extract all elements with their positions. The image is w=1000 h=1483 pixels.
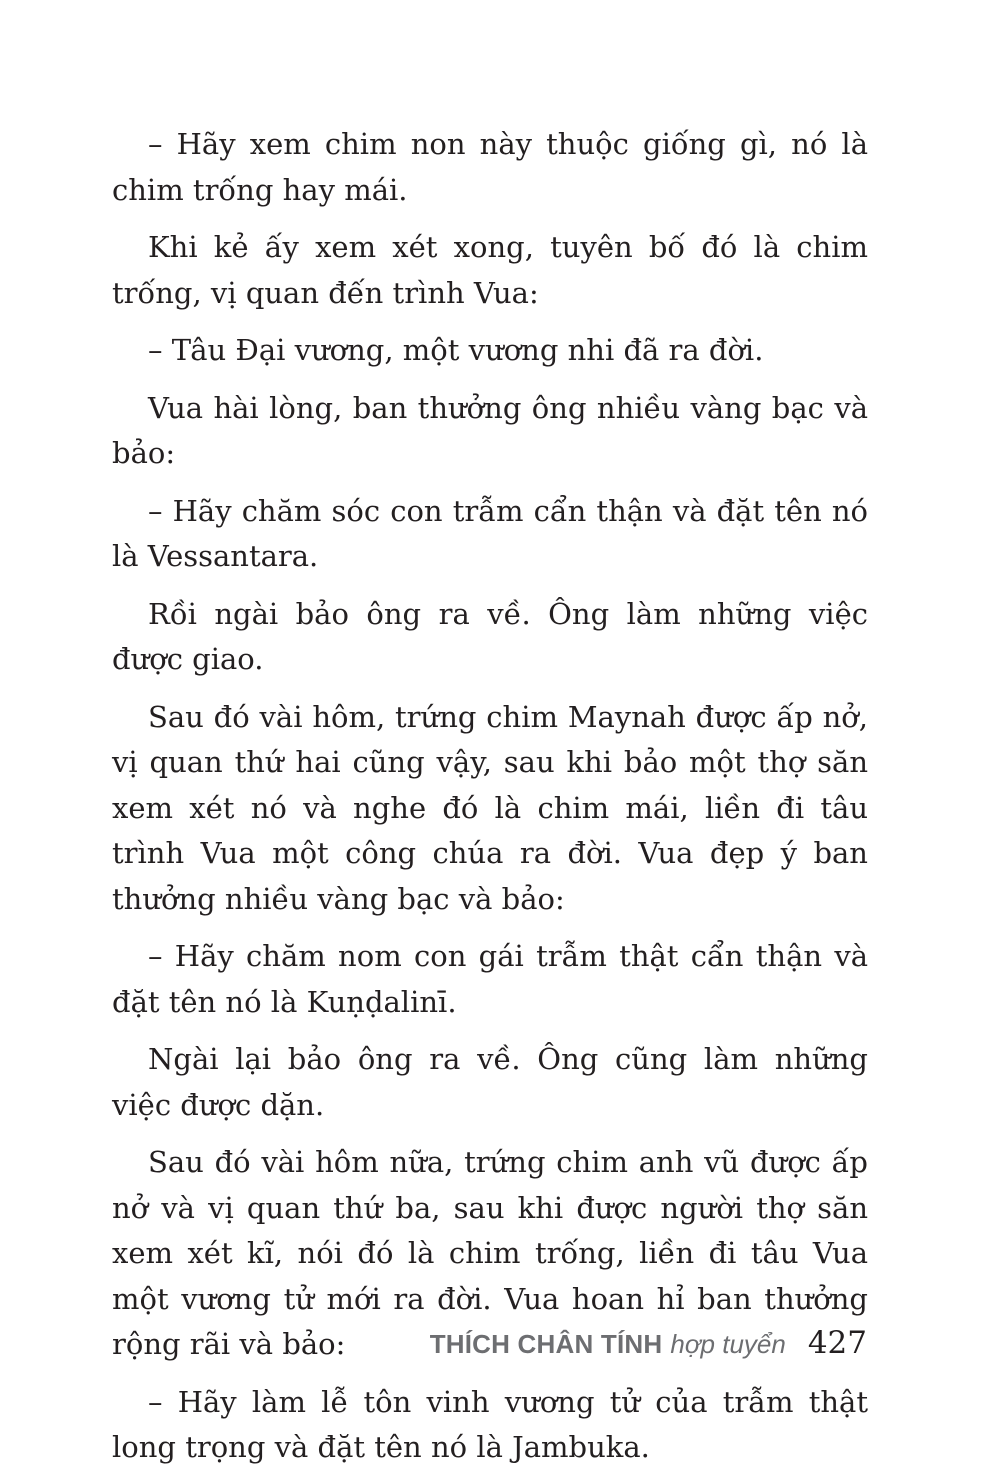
paragraph: Sau đó vài hôm, trứng chim Maynah được ấp nở, vị quan thứ hai cũng vậy, sau khi bảo một thợ săn xem xét nó và nghe đó là chim mái, liền đi tâu trình Vua một công chúa ra đời. Vua đẹp ý ban thưởng nhiều vàng bạc và bảo:: [112, 699, 868, 916]
paragraph: Ngài lại bảo ông ra về. Ông cũng làm những việc được dặn.: [112, 1042, 868, 1122]
body-text: [112, 122, 868, 1483]
paragraph: Rồi ngài bảo ông ra về. Ông làm những việc được giao.: [112, 596, 868, 676]
paragraph: – Hãy chăm sóc con trẫm cẩn thận và đặt tên nó là Vessantara.: [112, 493, 868, 573]
paragraph: Vua hài lòng, ban thưởng ông nhiều vàng bạc và bảo:: [112, 390, 868, 470]
page-number: 427: [807, 1325, 867, 1361]
footer-author: THÍCH CHÂN TÍNH: [429, 1329, 663, 1359]
footer-series: hợp tuyển: [670, 1329, 786, 1359]
paragraph: Khi kẻ ấy xem xét xong, tuyên bố đó là chim trống, vị quan đến trình Vua:: [112, 230, 868, 310]
paragraph: – Hãy xem chim non này thuộc giống gì, nó là chim trống hay mái.: [112, 127, 868, 207]
paragraph: – Tâu Đại vương, một vương nhi đã ra đời.: [148, 333, 764, 367]
paragraph: – Hãy làm lễ tôn vinh vương tử của trẫm thật long trọng và đặt tên nó là Jambuka.: [112, 1384, 868, 1464]
paragraph: – Hãy chăm nom con gái trẫm thật cẩn thận và đặt tên nó là Kuṇḍalinī.: [112, 939, 868, 1019]
page-footer: [430, 1325, 867, 1361]
paragraph: Sau đó vài hôm nữa, trứng chim anh vũ được ấp nở và vị quan thứ ba, sau khi được người thợ săn xem xét kĩ, nói đó là chim trống, liền đi tâu Vua một vương tử mới ra đời. Vua hoan hỉ ban thưởng rộng rãi và bảo:: [112, 1145, 868, 1361]
